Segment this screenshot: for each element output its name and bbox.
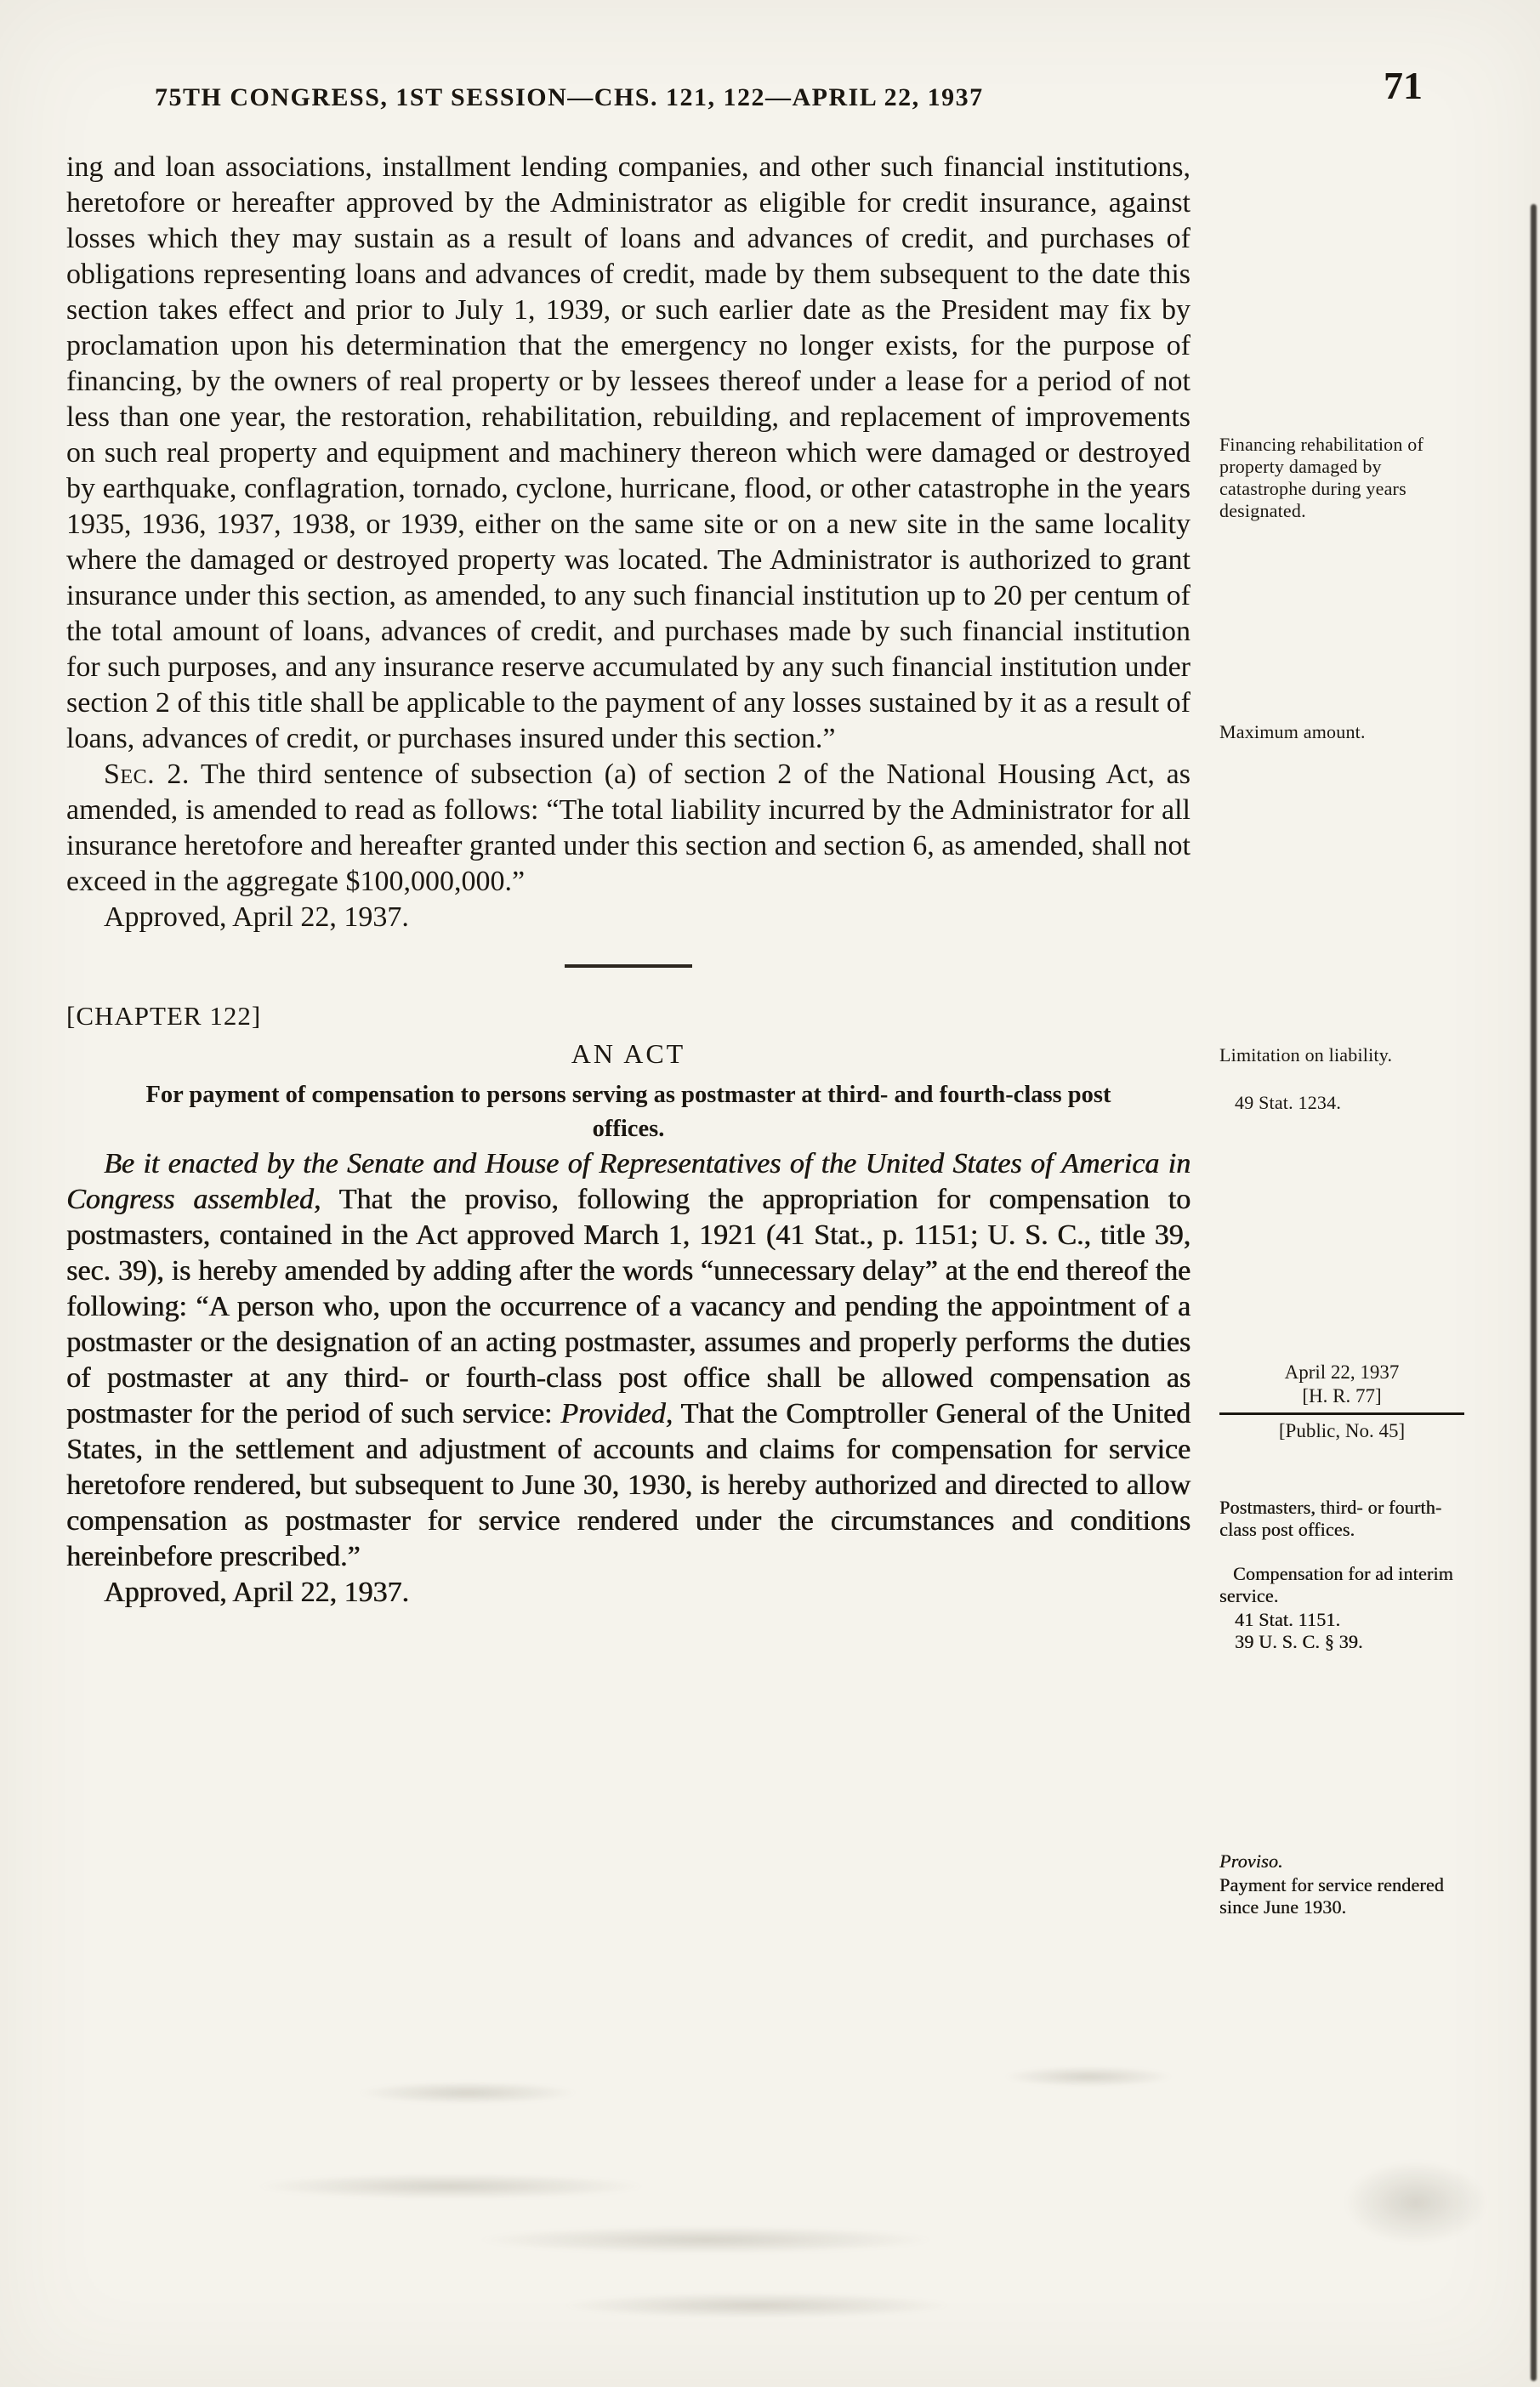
act-title: AN ACT [571, 1038, 686, 1069]
enacting-clause: Be it enacted by the Senate and House of Representatives of the United States of America in Congress assembled, [66, 1148, 1191, 1215]
margin-note-proviso: Proviso. [1219, 1850, 1283, 1872]
margin-note-public-number: [Public, No. 45] [1278, 1420, 1406, 1441]
date-block-rule [1219, 1412, 1464, 1415]
chapter122-body-part1: That the proviso, following the appropriation for compensation to postmasters, contained in the Act approved March 1, 1921 (41 Stat., p. 1151; U. S. C., title 39, sec. 39), is hereby amended by adding after the words “unnecessary delay” at the end thereof the following: “A person who, upon the occurrence of a vacancy and pending the appointment of a postmaster or the designation of an acting postmaster, assumes and properly performs the duties of postmaster at any third- or fourth-class post office shall be allowed compensation as postmaster for the period of such service: [66, 1184, 1191, 1429]
margin-note-postmasters: Postmasters, third- or fourth-class post offices. [1219, 1497, 1442, 1540]
section2-text: The third sentence of subsection (a) of section 2 of the National Housing Act, as amended, is amended to read as follows: “The total liability incurred by the Administrator for all insurance heretofore and hereafter granted under this section and section 6, as amended, shall not exceed in the aggregate $100,000,000.” [66, 759, 1191, 897]
margin-note-limitation-liability: Limitation on liability. [1219, 1044, 1393, 1066]
running-head: 75TH CONGRESS, 1ST SESSION—CHS. 121, 122—APRIL 22, 1937 [155, 83, 984, 111]
chapter122-body-paragraph [66, 1146, 1191, 1575]
section2-label: Sec. 2. [104, 759, 190, 790]
margin-note-bill-number: [H. R. 77] [1302, 1385, 1382, 1407]
chapter122-heading: [CHAPTER 122] [66, 1001, 262, 1031]
margin-note-compensation: Compensation for ad interim service. [1219, 1563, 1453, 1606]
chapter121-approved-line: Approved, April 22, 1937. [104, 901, 409, 933]
chapter121-continuation-paragraph: ing and loan associations, installment lending companies, and other such financial institutions, heretofore or hereafter approved by the Administrator as eligible for credit insurance, against losses which they may sustain as a result of loans and advances of credit, and purchases of obligations representing loans and advances of credit, made by them subsequent to the date this section takes effect and prior to July 1, 1939, or such earlier date as the President may fix by proclamation upon his determination that the emergency no longer exists, for the purpose of financing, by the owners of real property or by lessees thereof under a lease for a period of not less than one year, the restoration, rehabilitation, rebuilding, and replacement of improvements on such real property and equipment and machinery thereon which were damaged or destroyed by earthquake, conflagration, tornado, cyclone, hurricane, flood, or other catastrophe in the years 1935, 1936, 1937, 1938, or 1939, either on the same site or on a new site in the same locality where the damaged or destroyed property was located. The Administrator is authorized to grant insurance under this section, as amended, to any such financial institution up to 20 per centum of the total amount of loans, advances of credit, and purchases made by such financial institution for such purposes, and any insurance reserve accumulated by any such financial institution under section 2 of this title shall be applicable to the payment of any losses sustained by it as a result of loans, advances of credit, or purchases insured under this section.” [66, 151, 1191, 754]
chapter122-approved-line: Approved, April 22, 1937. [104, 1577, 409, 1608]
page-number: 71 [1384, 64, 1423, 107]
margin-note-payment-since-1930: Payment for service rendered since June 1930. [1219, 1874, 1444, 1918]
chapter121-section2-paragraph [66, 757, 1191, 900]
proviso-word: Provided, [560, 1398, 673, 1429]
margin-note-act-date: April 22, 1937 [1284, 1361, 1400, 1383]
margin-note-41-stat-citation: 41 Stat. 1151. [1235, 1609, 1341, 1630]
scan-smudge-artifact [1344, 2160, 1488, 2245]
chapter-divider-rule [565, 964, 692, 968]
scan-smudge-artifact [255, 2174, 646, 2199]
margin-note-usc-citation: 39 U. S. C. § 39. [1235, 1631, 1363, 1652]
margin-note-financing-rehabilitation: Financing rehabilitation of property damaged by catastrophe during years designated. [1219, 434, 1424, 521]
scan-smudge-artifact [357, 2082, 578, 2104]
main-text-column [66, 150, 1191, 1611]
act-subtitle: For payment of compensation to persons serving as postmaster at third- and fourth-class post offices. [145, 1082, 1111, 1142]
chapter122-body-part2: That the Comptroller General of the United States, in the settlement and adjustment of accounts and claims for compensation for service heretofore rendered, but subsequent to June 30, 1930, is hereby authorized and directed to allow compensation as postmaster for service rendered under the circumstances and conditions hereinbefore prescribed.” [66, 1398, 1191, 1572]
scan-smudge-artifact [1003, 2066, 1173, 2087]
chapter122-date-block [1208, 1361, 1476, 1443]
margin-note-maximum-amount: Maximum amount. [1219, 721, 1366, 742]
margin-note-49-stat-citation: 49 Stat. 1234. [1235, 1092, 1342, 1113]
scan-smudge-artifact [561, 2293, 952, 2318]
scan-edge-artifact [1531, 204, 1537, 2381]
scan-smudge-artifact [476, 2226, 935, 2253]
